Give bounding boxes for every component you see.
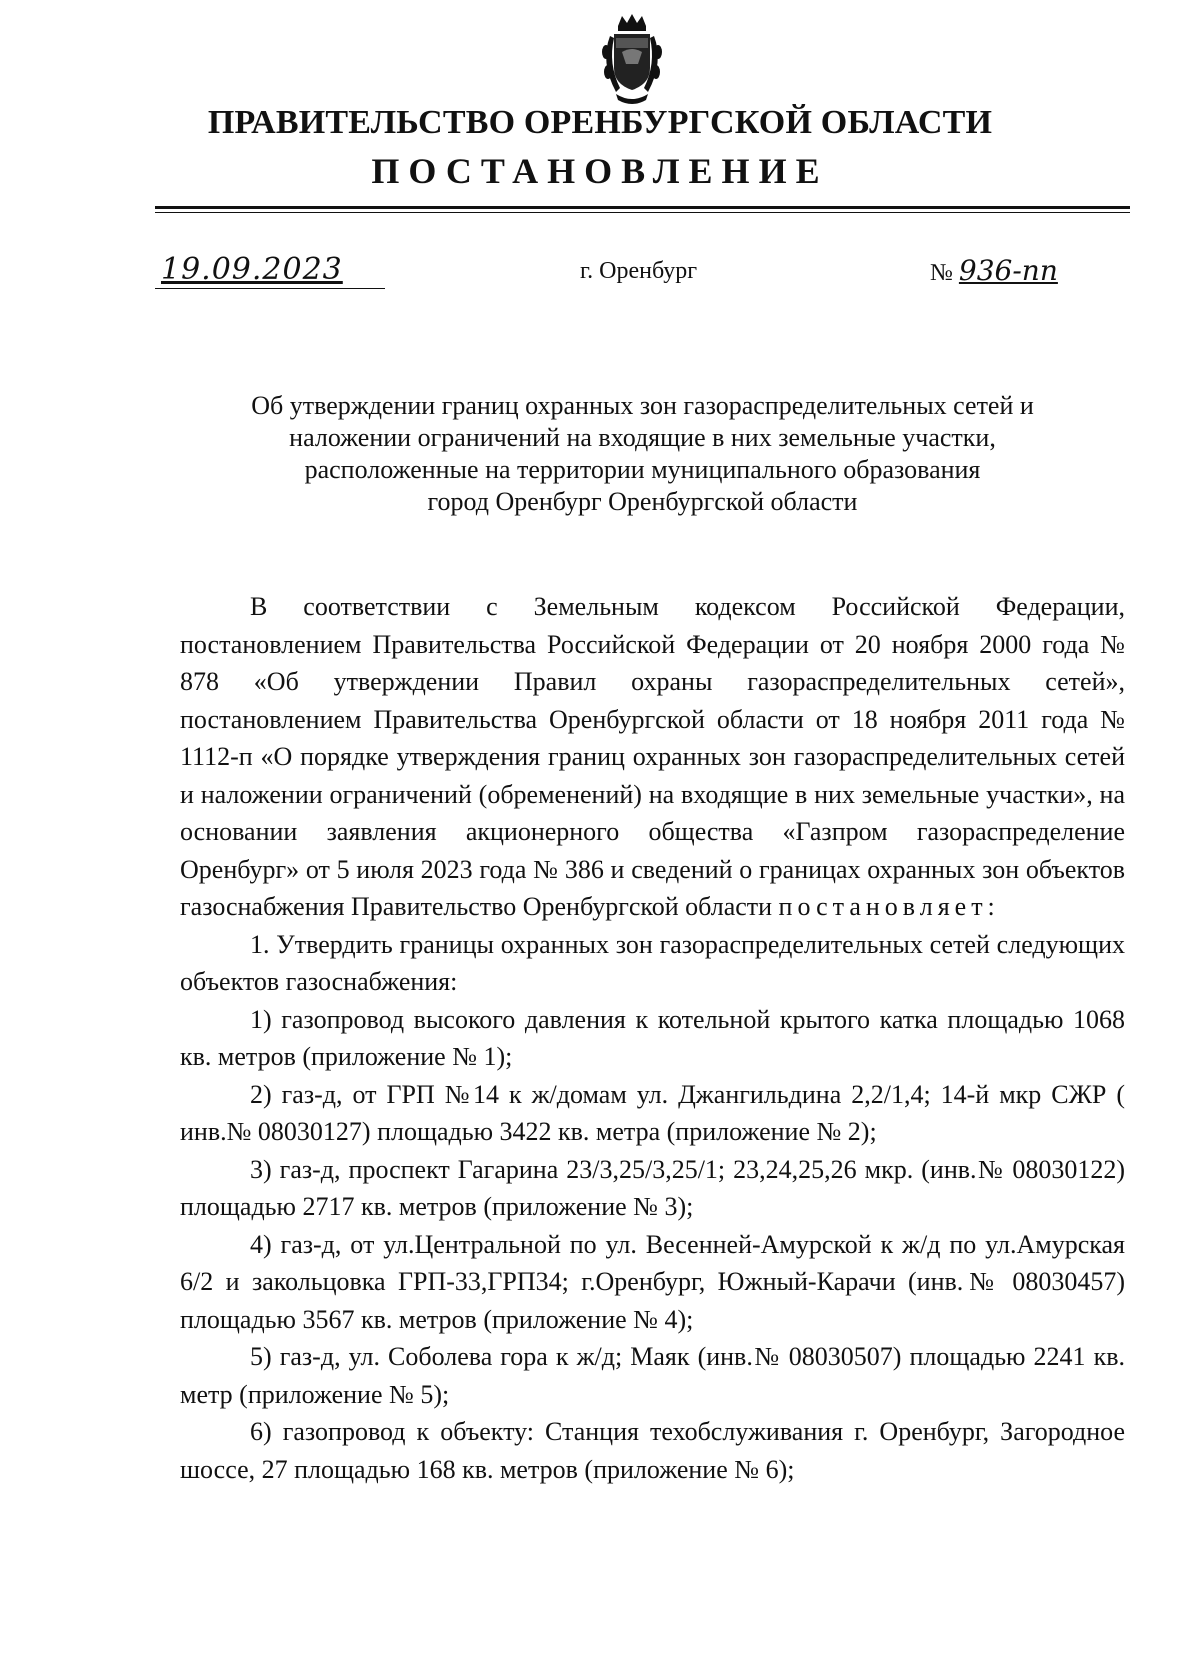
number-sign: № [930,260,953,286]
subject-line: город Оренбург Оренбургской области [427,487,858,516]
government-title: ПРАВИТЕЛЬСТВО ОРЕНБУРГСКОЙ ОБЛАСТИ [207,104,993,141]
document-number-field [930,254,1058,287]
document-number: 936-пп [958,254,1058,287]
subject-line: расположенные на территории муниципального образования [304,455,981,484]
coat-of-arms-emblem [596,12,668,106]
subitem-paragraph: 2) газ-д, от ГРП №14 к ж/домам ул. Джангильдина 2,2/1,4; 14-й мкр СЖР ( инв.№ 08030127) площадью 3422 кв. метра (приложение № 2); [180,1079,1125,1146]
document-date: 19.09.2023 [161,252,343,287]
subitem-paragraph: 1) газопровод высокого давления к котельной крытого катка площадью 1068 кв. метров (приложение № 1); [180,1004,1125,1071]
document-body [180,588,1125,1488]
subitem-paragraph: 5) газ-д, ул. Соболева гора к ж/д; Маяк (инв.№ 08030507) площадью 2241 кв. метр (приложение № 5); [180,1342,1125,1409]
date-field [155,252,385,289]
document-subject [155,390,1130,518]
item-1-paragraph: 1. Утвердить границы охранных зон газораспределительных сетей следующих объектов газоснабжения: [180,929,1125,996]
document-city: г. Оренбург [580,258,698,284]
header-rule-thin [155,212,1130,213]
header-rule-thick [155,206,1130,209]
preamble-paragraph [180,588,1125,926]
subitem-paragraph: 6) газопровод к объекту: Станция техобслуживания г. Оренбург, Загородное шоссе, 27 площадью 168 кв. метров (приложение № 6); [180,1417,1125,1484]
subject-line: Об утверждении границ охранных зон газораспределительных сетей и [251,391,1034,420]
resolves-word: постановляет: [778,892,1000,921]
subitem-paragraph: 3) газ-д, проспект Гагарина 23/3,25/3,25/1; 23,24,25,26 мкр. (инв.№ 08030122) площадью 2717 кв. метров (приложение № 3); [180,1154,1125,1221]
subitem-paragraph: 4) газ-д, от ул.Центральной по ул. Весенней-Амурской к ж/д по ул.Амурская 6/2 и закольцовка ГРП-33,ГРП34; г.Оренбург, Южный-Карачи (инв.№ 08030457) площадью 3567 кв. метров (приложение № 4); [180,1229,1125,1334]
subject-line: наложении ограничений на входящие в них земельные участки, [289,423,996,452]
preamble-text: В соответствии с Земельным кодексом Российской Федерации, постановлением Правительства Российской Федерации от 20 ноября 2000 года № 878 «Об утверждении Правил охраны газораспределительных сетей», постановлением Правительства Оренбургской области от 18 ноября 2011 года № 1112-п «О порядке утверждения границ охранных зон газораспределительных сетей и наложении ограничений (обременений) на входящие в них земельные участки», на основании заявления акционерного общества «Газпром газораспределение Оренбург» от 5 июля 2023 года № 386 и сведений о границах охранных зон объектов газоснабжения Правительство Оренбургской области [180,592,1125,921]
document-type-title: ПОСТАНОВЛЕНИЕ [371,151,829,191]
